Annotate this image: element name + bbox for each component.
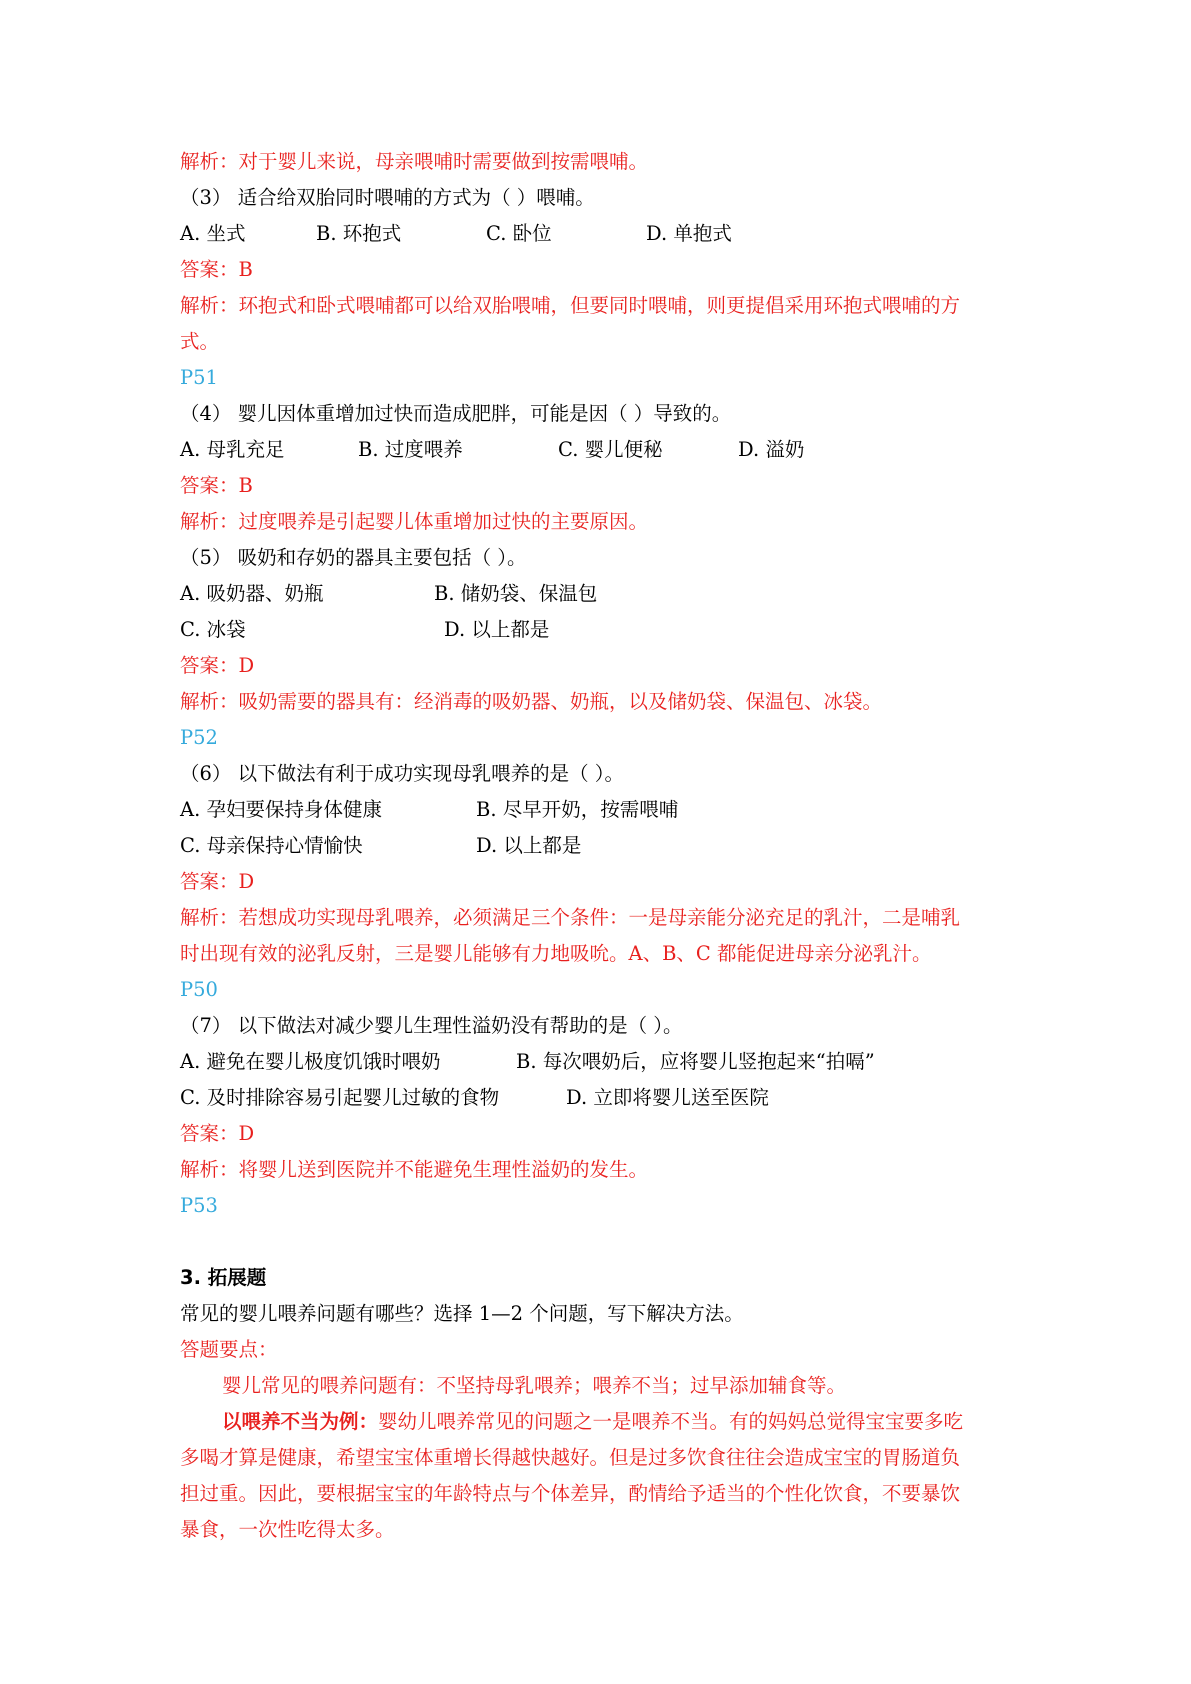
- question-4-stem: （4） 婴儿因体重增加过快而造成肥胖，可能是因（ ）导致的。: [180, 402, 732, 425]
- option-c: C. 婴儿便秘: [558, 438, 663, 461]
- page-ref-q6: P50: [180, 978, 218, 1001]
- page-ref-q5: P52: [180, 726, 218, 749]
- option-c: C. 及时排除容易引起婴儿过敏的食物: [180, 1086, 500, 1109]
- question-6-options-row1: [180, 792, 1020, 828]
- option-b: B. 环抱式: [316, 222, 402, 245]
- option-b: B. 储奶袋、保温包: [434, 582, 598, 605]
- question-5-stem: （5） 吸奶和存奶的器具主要包括（ ）。: [180, 546, 527, 569]
- option-a: A. 避免在婴儿极度饥饿时喂奶: [180, 1050, 441, 1073]
- question-3-options: [180, 216, 1020, 252]
- question-6-options-row2: [180, 828, 1020, 864]
- question-5-options-row1: [180, 576, 1020, 612]
- page-ref-q7: P53: [180, 1194, 218, 1217]
- option-a: A. 坐式: [180, 222, 246, 245]
- analysis-q5: 解析：吸奶需要的器具有：经消毒的吸奶器、奶瓶，以及储奶袋、保温包、冰袋。: [180, 690, 883, 713]
- option-a: A. 母乳充足: [180, 438, 285, 461]
- answer-q3: 答案：B: [180, 258, 253, 281]
- example-label: 以喂养不当为例：: [222, 1410, 379, 1433]
- extension-question: 常见的婴儿喂养问题有哪些？选择 1—2 个问题，写下解决方法。: [180, 1302, 744, 1325]
- example-paragraph-line3: 担过重。因此，要根据宝宝的年龄特点与个体差异，酌情给予适当的个性化饮食，不要暴饮: [180, 1482, 961, 1505]
- option-b: B. 过度喂养: [358, 438, 463, 461]
- analysis-q6-line1: 解析：若想成功实现母乳喂养，必须满足三个条件：一是母亲能分泌充足的乳汁，二是哺乳: [180, 906, 961, 929]
- answer-q6: 答案：D: [180, 870, 255, 893]
- question-6-stem: （6） 以下做法有利于成功实现母乳喂养的是（ ）。: [180, 762, 625, 785]
- option-a: A. 孕妇要保持身体健康: [180, 798, 382, 821]
- option-d: D. 单抱式: [646, 222, 732, 245]
- example-paragraph-line4: 暴食，一次性吃得太多。: [180, 1518, 395, 1541]
- answer-points-label: 答题要点：: [180, 1338, 278, 1361]
- section-heading: 3. 拓展题: [180, 1266, 267, 1289]
- analysis-q3-line2: 式。: [180, 330, 220, 353]
- option-b: B. 每次喂奶后，应将婴儿竖抱起来“拍嗝”: [516, 1050, 875, 1073]
- option-d: D. 溢奶: [738, 438, 805, 461]
- option-d: D. 以上都是: [444, 618, 550, 641]
- option-b: B. 尽早开奶，按需喂哺: [476, 798, 679, 821]
- question-7-options-row1: [180, 1044, 1020, 1080]
- analysis-q2: 解析：对于婴儿来说，母亲喂哺时需要做到按需喂哺。: [180, 150, 649, 173]
- example-paragraph-line2: 多喝才算是健康，希望宝宝体重增长得越快越好。但是过多饮食往往会造成宝宝的胃肠道负: [180, 1446, 961, 1469]
- example-paragraph-line1: [222, 1404, 1022, 1440]
- option-c: C. 母亲保持心情愉快: [180, 834, 363, 857]
- answer-q7: 答案：D: [180, 1122, 255, 1145]
- option-d: D. 立即将婴儿送至医院: [566, 1086, 769, 1109]
- analysis-q3-line1: 解析：环抱式和卧式喂哺都可以给双胎喂哺，但要同时喂哺，则更提倡采用环抱式喂哺的方: [180, 294, 961, 317]
- option-c: C. 冰袋: [180, 618, 246, 641]
- page-ref-q3: P51: [180, 366, 218, 389]
- analysis-q7: 解析：将婴儿送到医院并不能避免生理性溢奶的发生。: [180, 1158, 649, 1181]
- question-3-stem: （3） 适合给双胎同时喂哺的方式为（ ）喂哺。: [180, 186, 595, 209]
- example-text: 婴幼儿喂养常见的问题之一是喂养不当。有的妈妈总觉得宝宝要多吃: [378, 1410, 964, 1433]
- option-c: C. 卧位: [486, 222, 552, 245]
- answer-point-1: 婴儿常见的喂养问题有：不坚持母乳喂养；喂养不当；过早添加辅食等。: [222, 1374, 847, 1397]
- answer-q5: 答案：D: [180, 654, 255, 677]
- question-7-stem: （7） 以下做法对减少婴儿生理性溢奶没有帮助的是（ ）。: [180, 1014, 683, 1037]
- question-4-options: [180, 432, 1020, 468]
- option-d: D. 以上都是: [476, 834, 582, 857]
- answer-q4: 答案：B: [180, 474, 253, 497]
- option-a: A. 吸奶器、奶瓶: [180, 582, 324, 605]
- question-7-options-row2: [180, 1080, 1020, 1116]
- analysis-q4: 解析：过度喂养是引起婴儿体重增加过快的主要原因。: [180, 510, 649, 533]
- question-5-options-row2: [180, 612, 1020, 648]
- analysis-q6-line2: 时出现有效的泌乳反射，三是婴儿能够有力地吸吮。A、B、C 都能促进母亲分泌乳汁。: [180, 942, 932, 965]
